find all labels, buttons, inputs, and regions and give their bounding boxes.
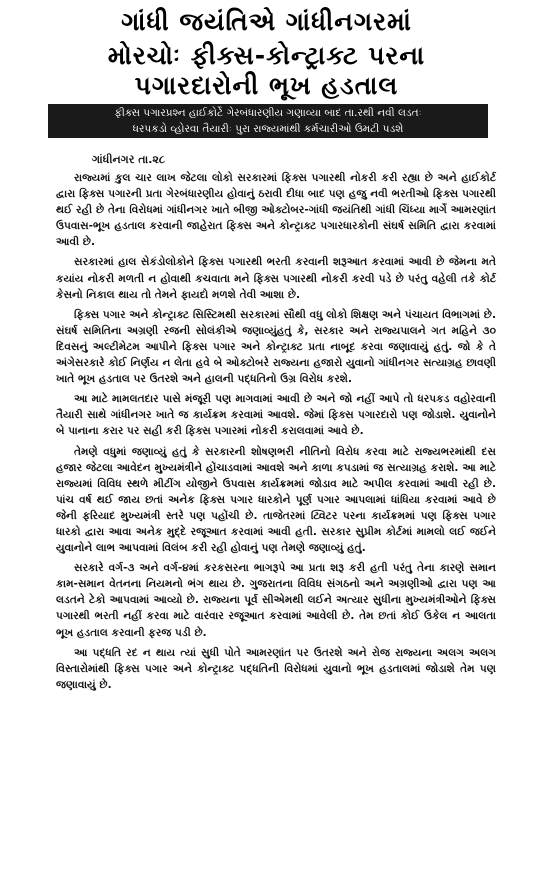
- subheadline-line-2: ધરપકડો વ્હોરવા તૈયારીઃ પુરા રાજ્યમાંથી કર્મચારીઓ ઉમટી પડશે: [132, 123, 404, 135]
- paragraph-3: ફિક્સ પગાર અને કોન્ટ્રાક્ટ સિસ્ટિમથી સરકારમાં સૌથી વધુ લોકો શિક્ષણ અને પંચાયત વિભાગમાં છે. સંઘર્ષ સમિતિના અગ્રણી રજની સોલંકીએ જણાવ્યુંહતું કે, સરકાર અને રાજ્યપાલને ગત મહિને ૩૦ દિવસનું અલ્ટીમેટમ આપીને ફિક્સ પગાર અને કોન્ટ્રાક્ટ પ્રતા નાબૂદ કરવા જણાવાયું હતું. જો કે તે અંગેસરકારે કોઈ નિર્ણય ન લેતા હવે બે ઓક્ટોબરે રાજ્યના હજારો યુવાનો ગાંધીનગર સત્યાગ્રહ છાવણી ખાતે ભૂખ હડતાલ પર ઉતરશે અને હાલની પદ્ધતિનો ઉગ્ર વિરોધ કરશે.: [56, 308, 496, 386]
- headline-line-3: પગારદારોની ભૂખ હડતાલ: [134, 71, 399, 100]
- dateline: ગાંધીનગર તા.૨૮: [92, 153, 165, 166]
- paragraph-7: આ પદ્ધતિ રદ ન થાય ત્યાં સુધી પોતે આમરણાંત પર ઉતરશે અને રોજ રાજ્યના અલગ અલગ વિસ્તારોમાંથી ફિક્સ પગાર અને કોન્ટ્રાક્ટ પદ્ધતિની વિરોધમાં યુવાનો ભૂખ હડતાલમાં જોડાશે તેમ પણ જણાવાયું છે.: [56, 646, 496, 691]
- subheadline-bar: [48, 104, 488, 138]
- subheadline-line-1: ફીક્સ પગારપ્રશ્ન હાઈકોર્ટે ગેરબંધારણીય ગણાવ્યા બાદ તા.રથી નવી લડતઃ: [114, 107, 422, 119]
- paragraph-2: સરકારમાં હાલ સેકંડોલોકોને ફિક્સ પગારથી ભરતી કરવાની શરૂઆત કરવામાં આવી છે જેમના મતે કયાંય નોકરી મળતી ન હોવાથી કચવાતા મને ફિક્સ પગારથી નોકરી કરવી પડે છે પરંતુ વહેલી તકે કોર્ટ કેસનો નિકાલ થાય તો તેમને ફાયદો મળશે તેવી આશા છે.: [56, 256, 496, 301]
- paragraph-6: સરકારે વર્ગ-૩ અને વર્ગ-૪માં કરકસરના ભાગરૂપે આ પ્રતા શરૂ કરી હતી પરંતુ તેના કારણે સમાન કામ-સમાન વેતનના નિયમનો ભંગ થાય છે. ગુજરાતના વિવિધ સંગઠનો અને અગ્રણીઓ દ્વારા પણ આ લડતને ટેકો આપવામાં આવ્યો છે. રાજ્યના પૂર્વ સીએમથી લઈને અત્યાર સુધીના મુખ્યમંત્રીઓને ફિક્સ પગારથી ભરતી નહીં કરવા માટે વારંવાર રજૂઆત કરવામાં આવેલી છે. તેમ છતાં કોઈ ઉકેલ ન આલતા ભૂખ હડતાલ કરવાની ફરજ પડી છે.: [56, 562, 496, 639]
- paragraph-5: તેમણે વધુમાં જણાવ્યું હતું કે સરકારની શોષણભરી નીતિનો વિરોધ કરવા માટે રાજ્યભરમાંથી દસ હજાર જેટલા આવેદન મુખ્યમંત્રીને હોંચાડવામાં આવશે અને કાળા કપડામાં જ સત્યાગ્રહ કરાશે. આ માટે રાજ્યમાં વિવિધ સ્થળે મીટીંગ યોજીને ઉપવાસ કાર્યક્રમમાં જોડાવ માટે અપીલ કરવામાં આવી રહી છે. પાંચ વર્ષ થઈ જાય છતાં અનેક ફિક્સ પગાર ધારકોને પૂર્ણ પગાર આપલામાં ધાંધિયા કરવામાં આવે છે જેની ફરિયાદ મુખ્યમંત્રી સ્તરે પણ પહોંચી છે. તાજેતરમાં ટ્વિટર પરના કાર્યક્રમમાં પણ ફિક્સ પગાર ધારકો દ્વારા આવા અનેક મુદ્દે રજૂઆત કરવામાં આવી હતી. સરકાર સુપ્રીમ કોર્ટમાં મામલો લઈ જઈને યુવાનોને લાભ આપવામાં વિલંબ કરી રહી હોવાનું પણ તેમણે જણાવ્યું હતું.: [56, 445, 496, 555]
- paragraph-4: આ માટે મામલતદાર પાસે મંજૂરી પણ માગવામાં આવી છે અને જો નહીં આપે તો ધરપકડ વહોરવાની તૈયારી સાથે ગાંધીનગર ખાતે જ કાર્યક્રમ કરવામાં આવશે. જેમાં ફિક્સ પગારદારો પણ જોડાશે. યુવાનોને બે પાનાના કરાર પર સહી કરી ફિક્સ પગારમાં નોકરી કરાલવામાં આવે છે.: [56, 393, 496, 438]
- headline-line-1: ગાંધી જયંતિએ ગાંધીનગરમાં: [121, 7, 412, 36]
- headline-line-2: મોરચોઃ ફીક્સ-કોન્ટ્રાક્ટ પરના: [107, 41, 426, 70]
- article-body: [56, 170, 496, 697]
- paragraph-1: રાજ્યમાં કુલ ચાર લાખ જેટલા લોકો સરકારમાં ફિક્સ પગારથી નોકરી કરી રહ્યા છે અને હાઈકોર્ટ દ્વારા ફિક્સ પગારની પ્રતા ગેરબંધારણીય હોવાનું ઠરાવી દીધા બાદ પણ હજુ નવી ભરતીઓ ફિક્સ પગારથી થઈ રહી છે તેના વિરોધમાં ગાંધીનગર ખાતે બીજી ઓક્ટોબર-ગાંધી જયંતિથી ગાંધી ચિંધ્યા માર્ગે આમરણાંત ઉપવાસ-ભૂખ હડતાલ કરવાની જાહેરાત ફિક્સ અને કોન્ટ્રાક્ટ પગારધારકોની સંઘર્ષ સમિતિ દ્વારા કરવામાં આવી છે.: [56, 172, 496, 249]
